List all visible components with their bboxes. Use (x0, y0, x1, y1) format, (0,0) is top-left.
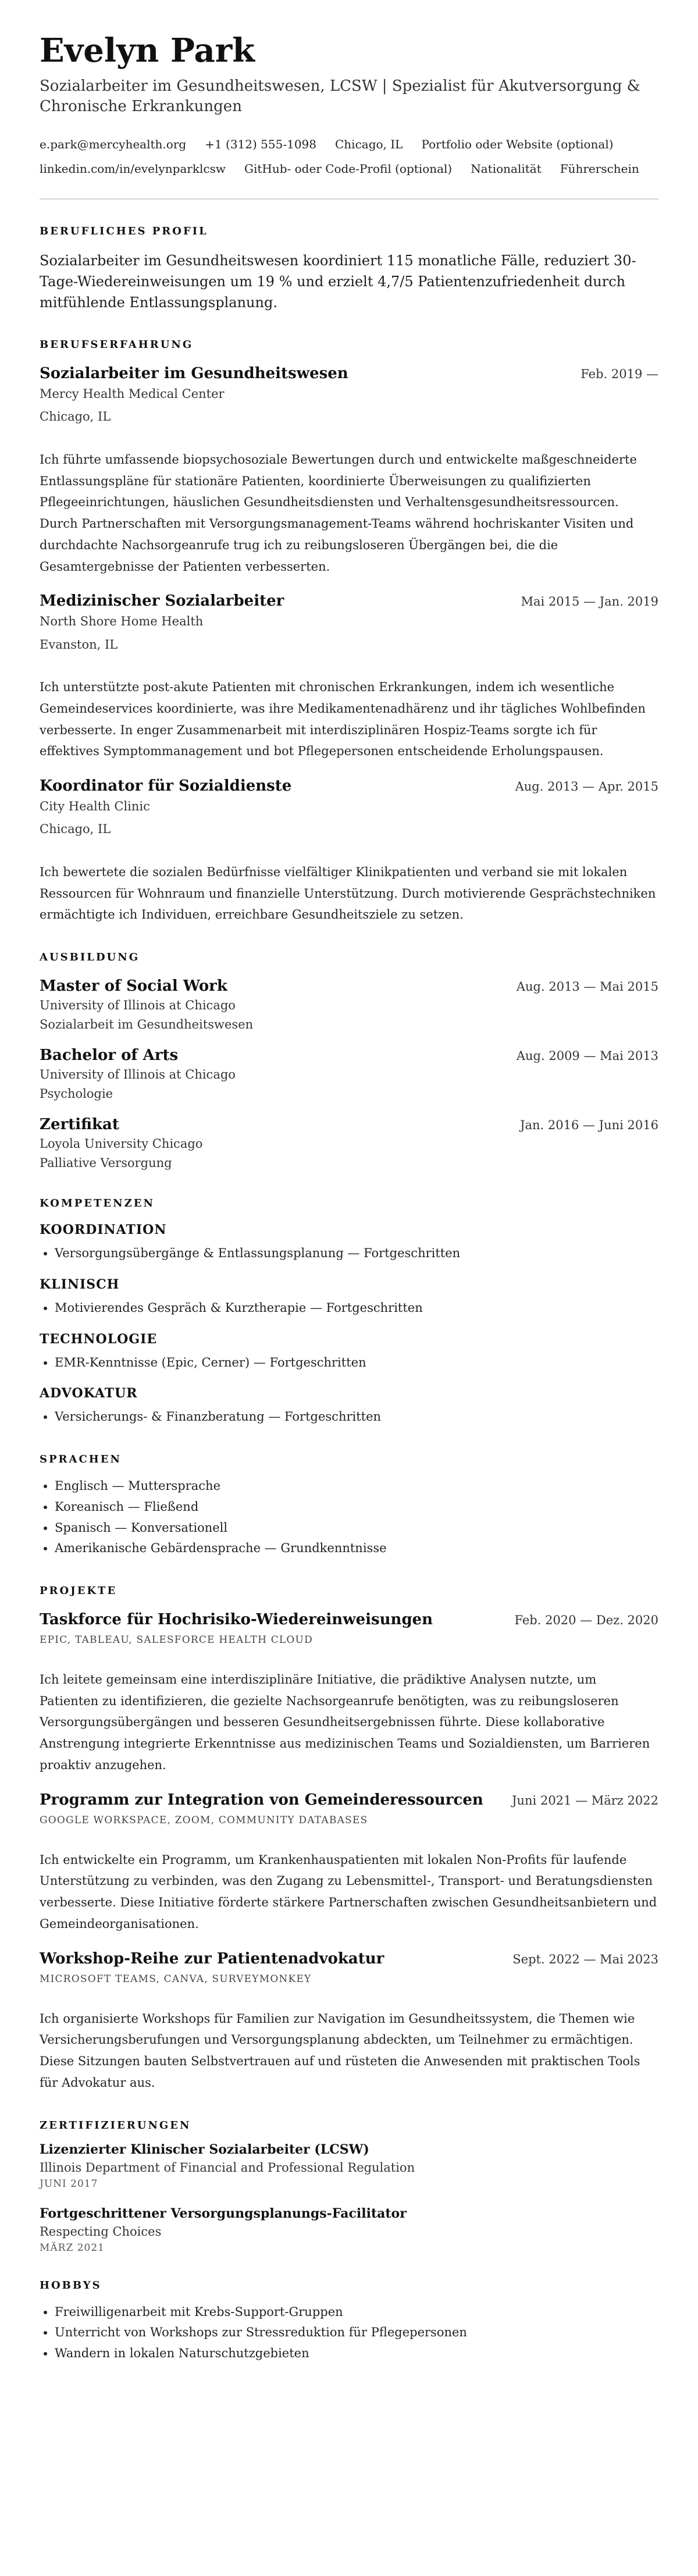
section-title: BERUFLICHES PROFIL (40, 225, 208, 237)
hobby-item: • Unterricht von Workshops zur Stressreduktion für Pflegepersonen (55, 2322, 658, 2343)
job-description: Ich führte umfassende biopsychosoziale Bewertungen durch und entwickelte maßgeschneiderte Entlassungspläne für stationäre Patienten, koordinierte Überweisungen zu qualifizierten Pflegeeinrichtungen, häuslichen Gesundheitsdiensten und Verhaltensgesundheitsressourcen. Durch Partnerschaften mit Versorgungsmanagement-Teams während hochriskanter Visiten und durchdachte Nachsorgeanrufe trug ich zu reibungsloseren Übergängen bei, die die Gesamtergebnisse der Patienten verbesserten. (40, 452, 637, 574)
project-entry (40, 1791, 658, 1935)
section-title: HOBBYS (40, 2279, 102, 2292)
skill-item: • Motivierendes Gespräch & Kurztherapie — Fortgeschritten (55, 1298, 658, 1319)
job-location: Evanston, IL (40, 637, 118, 652)
contact-drivers-license: Führerschein (560, 161, 639, 176)
project-date: Sept. 2022 — Mai 2023 (512, 1952, 658, 1966)
project-tech: EPIC, TABLEAU, SALESFORCE HEALTH CLOUD (40, 1634, 313, 1646)
candidate-name: Evelyn Park (40, 31, 255, 70)
certifications-section (40, 2119, 658, 2254)
experience-section (40, 339, 658, 926)
project-title: Programm zur Integration von Gemeinderessourcen (40, 1791, 483, 1809)
hobby-list (40, 2302, 658, 2364)
job-employer: City Health Clinic (40, 799, 150, 814)
languages-section (40, 1453, 658, 1559)
school-name: Loyola University Chicago (40, 1136, 203, 1151)
education-entry (40, 977, 658, 1034)
profile-summary: Sozialarbeiter im Gesundheitswesen koordiniert 115 monatliche Fälle, reduziert 30-Tage-Wiedereinweisungen um 19 % und erzielt 4,7/5 Patientenzufriedenheit durch mitfühlende Entlassungsplanung. (40, 252, 636, 311)
projects-section (40, 1585, 658, 2094)
language-list (40, 1476, 658, 1559)
skill-group-name: KOORDINATION (40, 1222, 167, 1238)
section-title: KOMPETENZEN (40, 1197, 155, 1210)
education-date: Aug. 2009 — Mai 2013 (516, 1048, 658, 1063)
language-item: • Englisch — Muttersprache (55, 1476, 658, 1497)
contact-email[interactable]: e.park@mercyhealth.org (40, 137, 187, 151)
contact-github[interactable]: GitHub- oder Code-Profil (optional) (244, 161, 453, 176)
project-description: Ich leitete gemeinsam eine interdisziplinäre Initiative, die prädiktive Analysen nutzte, um Patienten zu identifizieren, die gezielte Nachsorgeanrufe benötigten, was zu reibungsloseren Versorgungsübergängen und besseren Gesundheitsergebnissen führte. Diese kollaborative Anstrengung integrierte Erkenntnisse aus medizinischen Teams und Sozialdiensten, um Barrieren proaktiv anzugehen. (40, 1672, 650, 1772)
study-field: Psychologie (40, 1087, 113, 1101)
experience-entry (40, 365, 658, 577)
job-date: Aug. 2013 — Apr. 2015 (515, 780, 658, 794)
skill-group (40, 1222, 658, 1264)
certification-name: Fortgeschrittener Versorgungsplanungs-Facilitator (40, 2205, 407, 2221)
job-date: Mai 2015 — Jan. 2019 (521, 595, 658, 609)
language-item: • Spanisch — Konversationell (55, 1518, 658, 1539)
job-location: Chicago, IL (40, 822, 111, 837)
job-description: Ich unterstützte post-akute Patienten mit chronischen Erkrankungen, indem ich wesentliche Gemeindeservices koordinierte, was ihre Medikamentenadhärenz und ihr tägliches Wohlbefinden verbesserte. In enger Zusammenarbeit mit interdisziplinären Hospiz-Teams sorgte ich für effektives Symptommanagement und bot Pflegepersonen entscheidende Erholungspausen. (40, 680, 646, 759)
skill-item: • Versicherungs- & Finanzberatung — Fortgeschritten (55, 1407, 658, 1428)
project-tech: GOOGLE WORKSPACE, ZOOM, COMMUNITY DATABASES (40, 1814, 368, 1826)
section-title: BERUFSERFAHRUNG (40, 338, 194, 351)
project-title: Workshop-Reihe zur Patientenadvokatur (40, 1949, 384, 1967)
project-entry (40, 1950, 658, 2094)
experience-entry (40, 777, 658, 926)
education-entry (40, 1116, 658, 1172)
certification-issuer: Illinois Department of Financial and Professional Regulation (40, 2160, 415, 2175)
job-date: Feb. 2019 — (581, 367, 658, 381)
job-employer: North Shore Home Health (40, 614, 204, 629)
job-description: Ich bewertete die sozialen Bedürfnisse vielfältiger Klinikpatienten und verband sie mit lokalen Ressourcen für Wohnraum und finanzielle Unterstützung. Durch motivierende Gesprächstechniken ermächtigte ich Individuen, erreichbare Gesundheitsziele zu setzen. (40, 864, 656, 922)
contact-portfolio[interactable]: Portfolio oder Website (optional) (421, 137, 614, 151)
project-tech: MICROSOFT TEAMS, CANVA, SURVEYMONKEY (40, 1973, 312, 1985)
hobbies-section (40, 2279, 658, 2364)
language-item: • Amerikanische Gebärdensprache — Grundkenntnisse (55, 1538, 658, 1559)
job-location: Chicago, IL (40, 410, 111, 424)
project-description: Ich entwickelte ein Programm, um Krankenhauspatienten mit lokalen Non-Profits für laufende Unterstützung zu verbinden, was den Zugang zu Lebensmittel-, Transport- und Beratungsdiensten verbesserte. Diese Initiative förderte stärkere Partnerschaften zwischen Gesundheitsanbietern und Gemeindeorganisationen. (40, 1852, 657, 1931)
project-title: Taskforce für Hochrisiko-Wiedereinweisungen (40, 1610, 433, 1628)
study-field: Sozialarbeit im Gesundheitswesen (40, 1017, 254, 1032)
education-date: Aug. 2013 — Mai 2015 (516, 980, 658, 994)
degree-title: Bachelor of Arts (40, 1046, 179, 1064)
section-title: AUSBILDUNG (40, 951, 140, 964)
skill-group-name: KLINISCH (40, 1277, 120, 1293)
education-entry (40, 1047, 658, 1103)
section-title: ZERTIFIZIERUNGEN (40, 2119, 191, 2132)
job-title: Sozialarbeiter im Gesundheitswesen (40, 364, 348, 382)
skill-group-name: ADVOKATUR (40, 1386, 138, 1401)
skill-group (40, 1386, 658, 1428)
header-divider (40, 198, 658, 200)
contact-linkedin[interactable]: linkedin.com/in/evelynparklcsw (40, 161, 226, 176)
project-date: Feb. 2020 — Dez. 2020 (514, 1613, 658, 1627)
candidate-headline: Sozialarbeiter im Gesundheitswesen, LCSW | Spezialist für Akutversorgung & Chronische Erkrankungen (40, 77, 640, 115)
project-date: Juni 2021 — März 2022 (512, 1793, 658, 1808)
study-field: Palliative Versorgung (40, 1156, 172, 1170)
profile-section (40, 225, 658, 313)
experience-entry (40, 592, 658, 762)
skill-item: • EMR-Kenntnisse (Epic, Cerner) — Fortgeschritten (55, 1353, 658, 1374)
school-name: University of Illinois at Chicago (40, 998, 236, 1013)
certification-name: Lizenzierter Klinischer Sozialarbeiter (LCSW) (40, 2141, 369, 2157)
skill-group (40, 1332, 658, 1374)
contact-nationality: Nationalität (471, 161, 542, 176)
certification-entry (40, 2142, 658, 2190)
degree-title: Master of Social Work (40, 977, 227, 995)
school-name: University of Illinois at Chicago (40, 1067, 236, 1081)
education-section (40, 951, 658, 1172)
certification-date: JUNI 2017 (40, 2177, 98, 2190)
skills-section (40, 1197, 658, 1428)
skill-item: • Versorgungsübergänge & Entlassungsplanung — Fortgeschritten (55, 1243, 658, 1264)
contact-location: Chicago, IL (335, 137, 403, 151)
degree-title: Zertifikat (40, 1115, 119, 1133)
certification-date: MÄRZ 2021 (40, 2241, 105, 2254)
section-title: SPRACHEN (40, 1453, 122, 1466)
certification-issuer: Respecting Choices (40, 2224, 162, 2239)
section-title: PROJEKTE (40, 1584, 117, 1597)
job-employer: Mercy Health Medical Center (40, 386, 225, 401)
certification-entry (40, 2206, 658, 2254)
hobby-item: • Freiwilligenarbeit mit Krebs-Support-Gruppen (55, 2302, 658, 2323)
resume-header (40, 31, 658, 200)
contact-phone[interactable]: +1 (312) 555-1098 (205, 137, 316, 151)
education-date: Jan. 2016 — Juni 2016 (520, 1118, 658, 1132)
contact-list (40, 132, 658, 181)
skill-group (40, 1277, 658, 1319)
language-item: • Koreanisch — Fließend (55, 1497, 658, 1518)
hobby-item: • Wandern in lokalen Naturschutzgebieten (55, 2343, 658, 2364)
project-description: Ich organisierte Workshops für Familien zur Navigation im Gesundheitssystem, die Themen wie Versicherungsberufungen und Versorgungsplanung abdeckten, um Teilnehmer zu ermächtigen. Diese Sitzungen bauten Selbstvertrauen auf und rüsteten die Anwesenden mit praktischen Tools für Advokatur aus. (40, 2011, 640, 2090)
job-title: Medizinischer Sozialarbeiter (40, 592, 284, 610)
resume-content (40, 31, 658, 2364)
job-title: Koordinator für Sozialdienste (40, 777, 292, 795)
skill-group-name: TECHNOLOGIE (40, 1331, 158, 1347)
project-entry (40, 1611, 658, 1776)
